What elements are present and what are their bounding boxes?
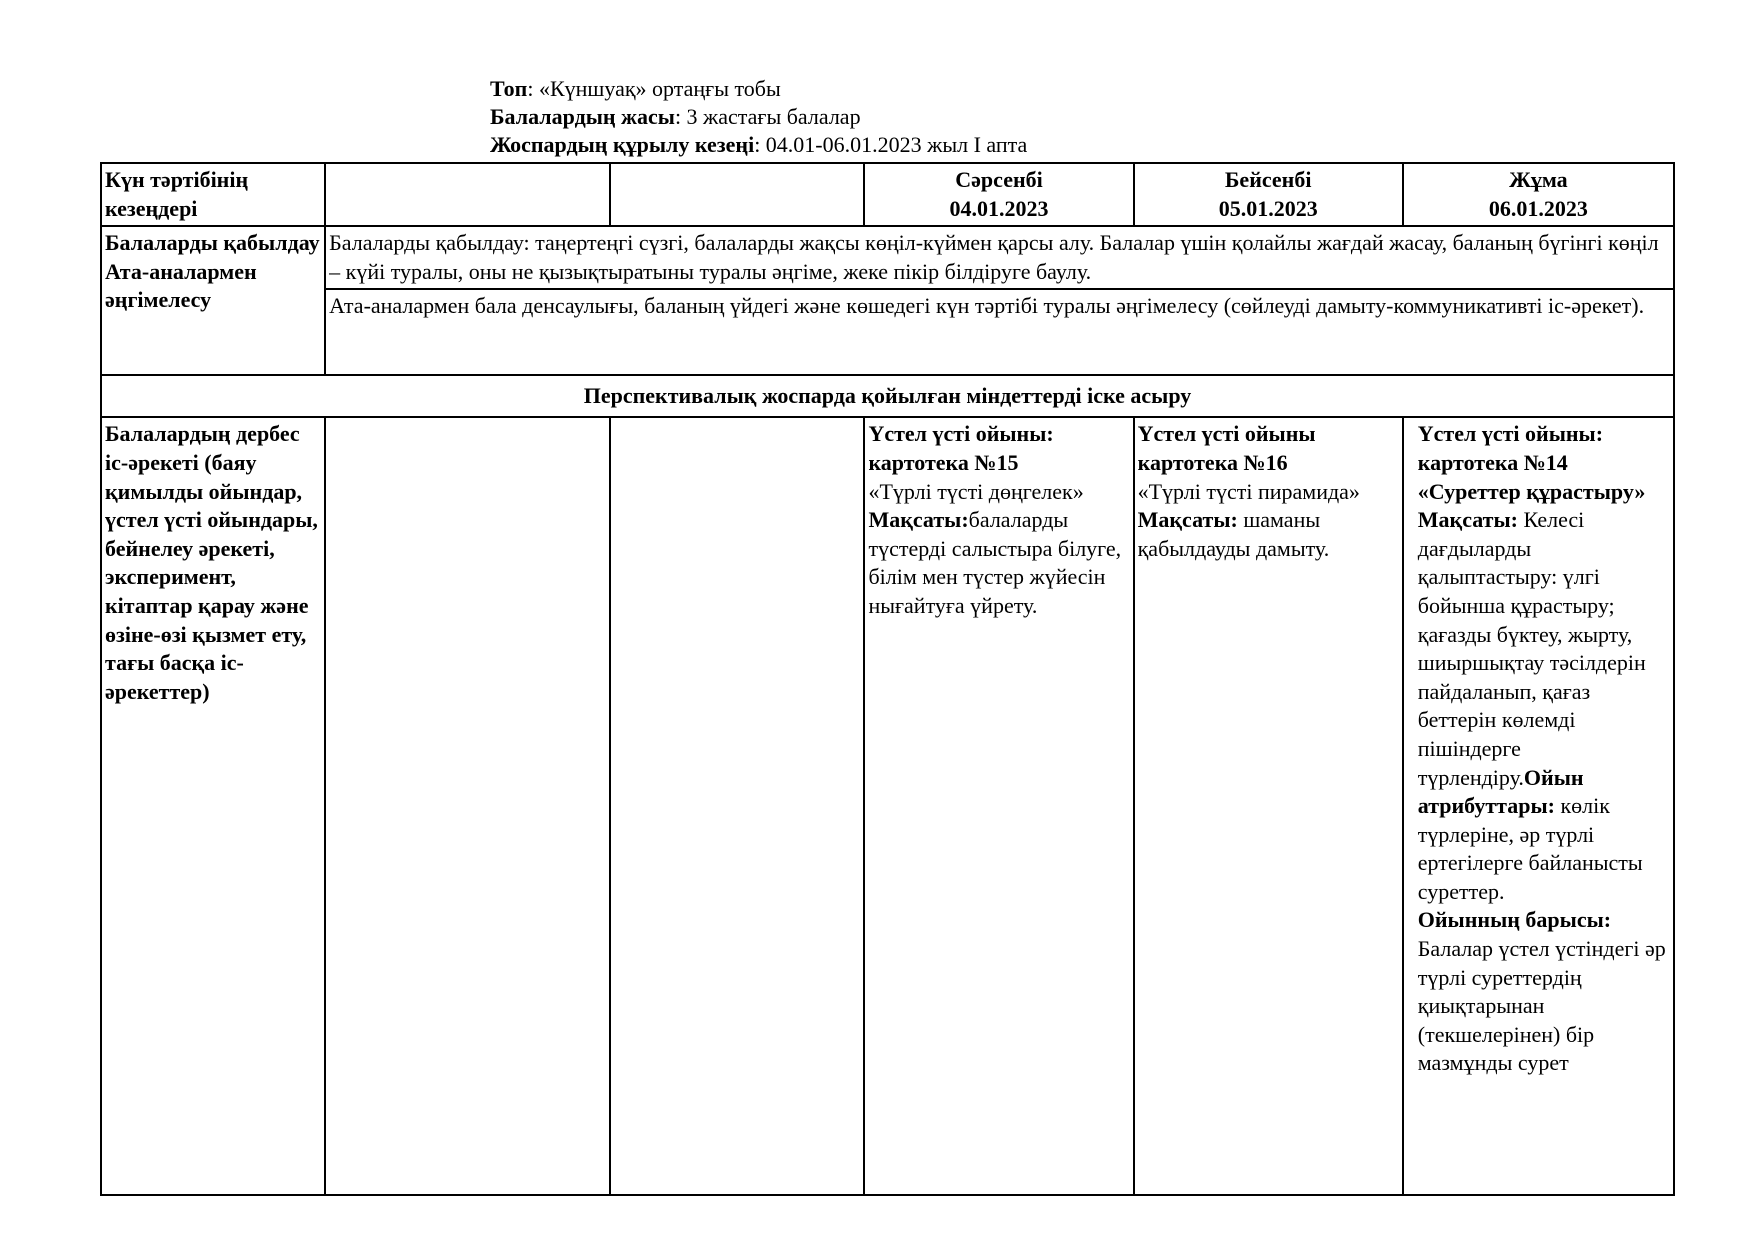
weekly-plan-table bbox=[100, 162, 1675, 1196]
day-date: 05.01.2023 bbox=[1218, 195, 1318, 221]
activities-stage-cell: Балалардың дербес іс-әрекеті (баяу қимылды ойындар, үстел үсті ойындары, бейнелеу әрекеті, эксперимент, кітаптар қарау және өзіне-өзі қызмет ету, тағы басқа іс-әрекеттер) bbox=[101, 417, 325, 1195]
goal-label: Мақсаты: bbox=[1417, 507, 1518, 533]
activity-course bbox=[1418, 906, 1670, 1078]
activity-title: Үстел үсті ойыны: картотека №15 bbox=[868, 421, 1054, 475]
group-value: : «Күншуақ» ортаңғы тобы bbox=[527, 76, 781, 101]
section-title: Перспективалық жоспарда қойылған міндеттерді іске асыру bbox=[101, 375, 1674, 417]
reception-stage-label: Балаларды қабылдау bbox=[105, 230, 320, 256]
goal-label: Мақсаты: bbox=[1137, 507, 1238, 533]
activity-name: «Түрлі түсті дөңгелек» bbox=[868, 478, 1084, 504]
course-text: Балалар үстел үстіндегі әр түрлі суреттердің қиықтарынан (текшелерінен) бір мазмұнды сурет bbox=[1417, 936, 1666, 1076]
goal-text: Келесі дағдыларды қалыптастыру: үлгі бойынша құрастыру; қағазды бүктеу, жырту, шиыршықтау тәсілдерін пайдаланып, қағаз беттерін көлемді пішіндерге түрлендіру. bbox=[1417, 507, 1646, 790]
age-line bbox=[490, 103, 1027, 131]
activity-title: Үстел үсті ойыны картотека №16 bbox=[1137, 421, 1316, 475]
day-header-friday bbox=[1403, 163, 1674, 226]
activities-row bbox=[101, 417, 1674, 1195]
day-date: 06.01.2023 bbox=[1488, 195, 1588, 221]
group-label: Топ bbox=[490, 76, 528, 101]
parents-text-cell: Ата-аналармен бала денсаулығы, баланың үйдегі және көшедегі күн тәртібі туралы әңгімелесу (сөйлеуді дамыту-коммуникативті іс-әрекет). bbox=[325, 289, 1674, 375]
activity-name: «Түрлі түсті пирамида» bbox=[1137, 478, 1360, 504]
parents-stage-label: Ата-аналармен әңгімелесу bbox=[105, 258, 257, 313]
empty-header-cell bbox=[325, 163, 610, 226]
reception-stage-cell bbox=[101, 226, 325, 375]
period-label: Жоспардың құрылу кезеңі bbox=[490, 132, 755, 157]
day-header-thursday bbox=[1134, 163, 1403, 226]
attributes-label: Ойын атрибуттары: bbox=[1417, 764, 1584, 819]
day-header-wednesday bbox=[864, 163, 1133, 226]
section-row bbox=[101, 375, 1674, 417]
day-name: Бейсенбі bbox=[1224, 167, 1312, 192]
day-name: Жұма bbox=[1509, 167, 1568, 192]
parents-row bbox=[101, 289, 1674, 375]
reception-row bbox=[101, 226, 1674, 289]
activity-friday bbox=[1403, 417, 1674, 1195]
period-line bbox=[490, 131, 1027, 159]
activity-wednesday bbox=[864, 417, 1133, 1195]
activity-goal bbox=[868, 506, 1129, 620]
period-value: : 04.01-06.01.2023 жыл І апта bbox=[754, 132, 1028, 157]
activity-title: Үстел үсті ойыны: картотека №14 «Суреттер құрастыру» bbox=[1417, 421, 1646, 504]
attributes-text: көлік түрлеріне, әр түрлі ертегілерге байланысты суреттер. bbox=[1417, 793, 1643, 904]
day-date: 04.01.2023 bbox=[949, 195, 1049, 221]
course-label: Ойынның барысы: bbox=[1417, 907, 1612, 933]
activity-goal bbox=[1138, 506, 1399, 563]
group-line bbox=[490, 75, 1027, 103]
table-header-row bbox=[101, 163, 1674, 226]
goal-text: балаларды түстерді салыстыра білуге, білім мен түстер жүйесін нығайтуға үйрету. bbox=[868, 507, 1122, 618]
age-label: Балалардың жасы bbox=[490, 104, 675, 129]
goal-label: Мақсаты: bbox=[868, 507, 969, 533]
activity-goal bbox=[1418, 506, 1670, 906]
activity-thursday bbox=[1134, 417, 1403, 1195]
day-name: Сәрсенбі bbox=[955, 167, 1043, 192]
goal-text: шаманы қабылдауды дамыту. bbox=[1137, 507, 1330, 561]
age-value: : 3 жастағы балалар bbox=[674, 104, 861, 129]
empty-activity-cell bbox=[610, 417, 865, 1195]
empty-header-cell bbox=[610, 163, 865, 226]
empty-activity-cell bbox=[325, 417, 610, 1195]
document-header bbox=[490, 75, 1027, 159]
reception-text-cell: Балаларды қабылдау: таңертеңгі сүзгі, балаларды жақсы көңіл-күймен қарсы алу. Балалар үшін қолайлы жағдай жасау, баланың бүгінгі көңіл – күйі туралы, оны не қызықтыратыны туралы әңгіме, жеке пікір білдіруге баулу. bbox=[325, 226, 1674, 289]
stage-column-header: Күн тәртібінің кезеңдері bbox=[101, 163, 325, 226]
